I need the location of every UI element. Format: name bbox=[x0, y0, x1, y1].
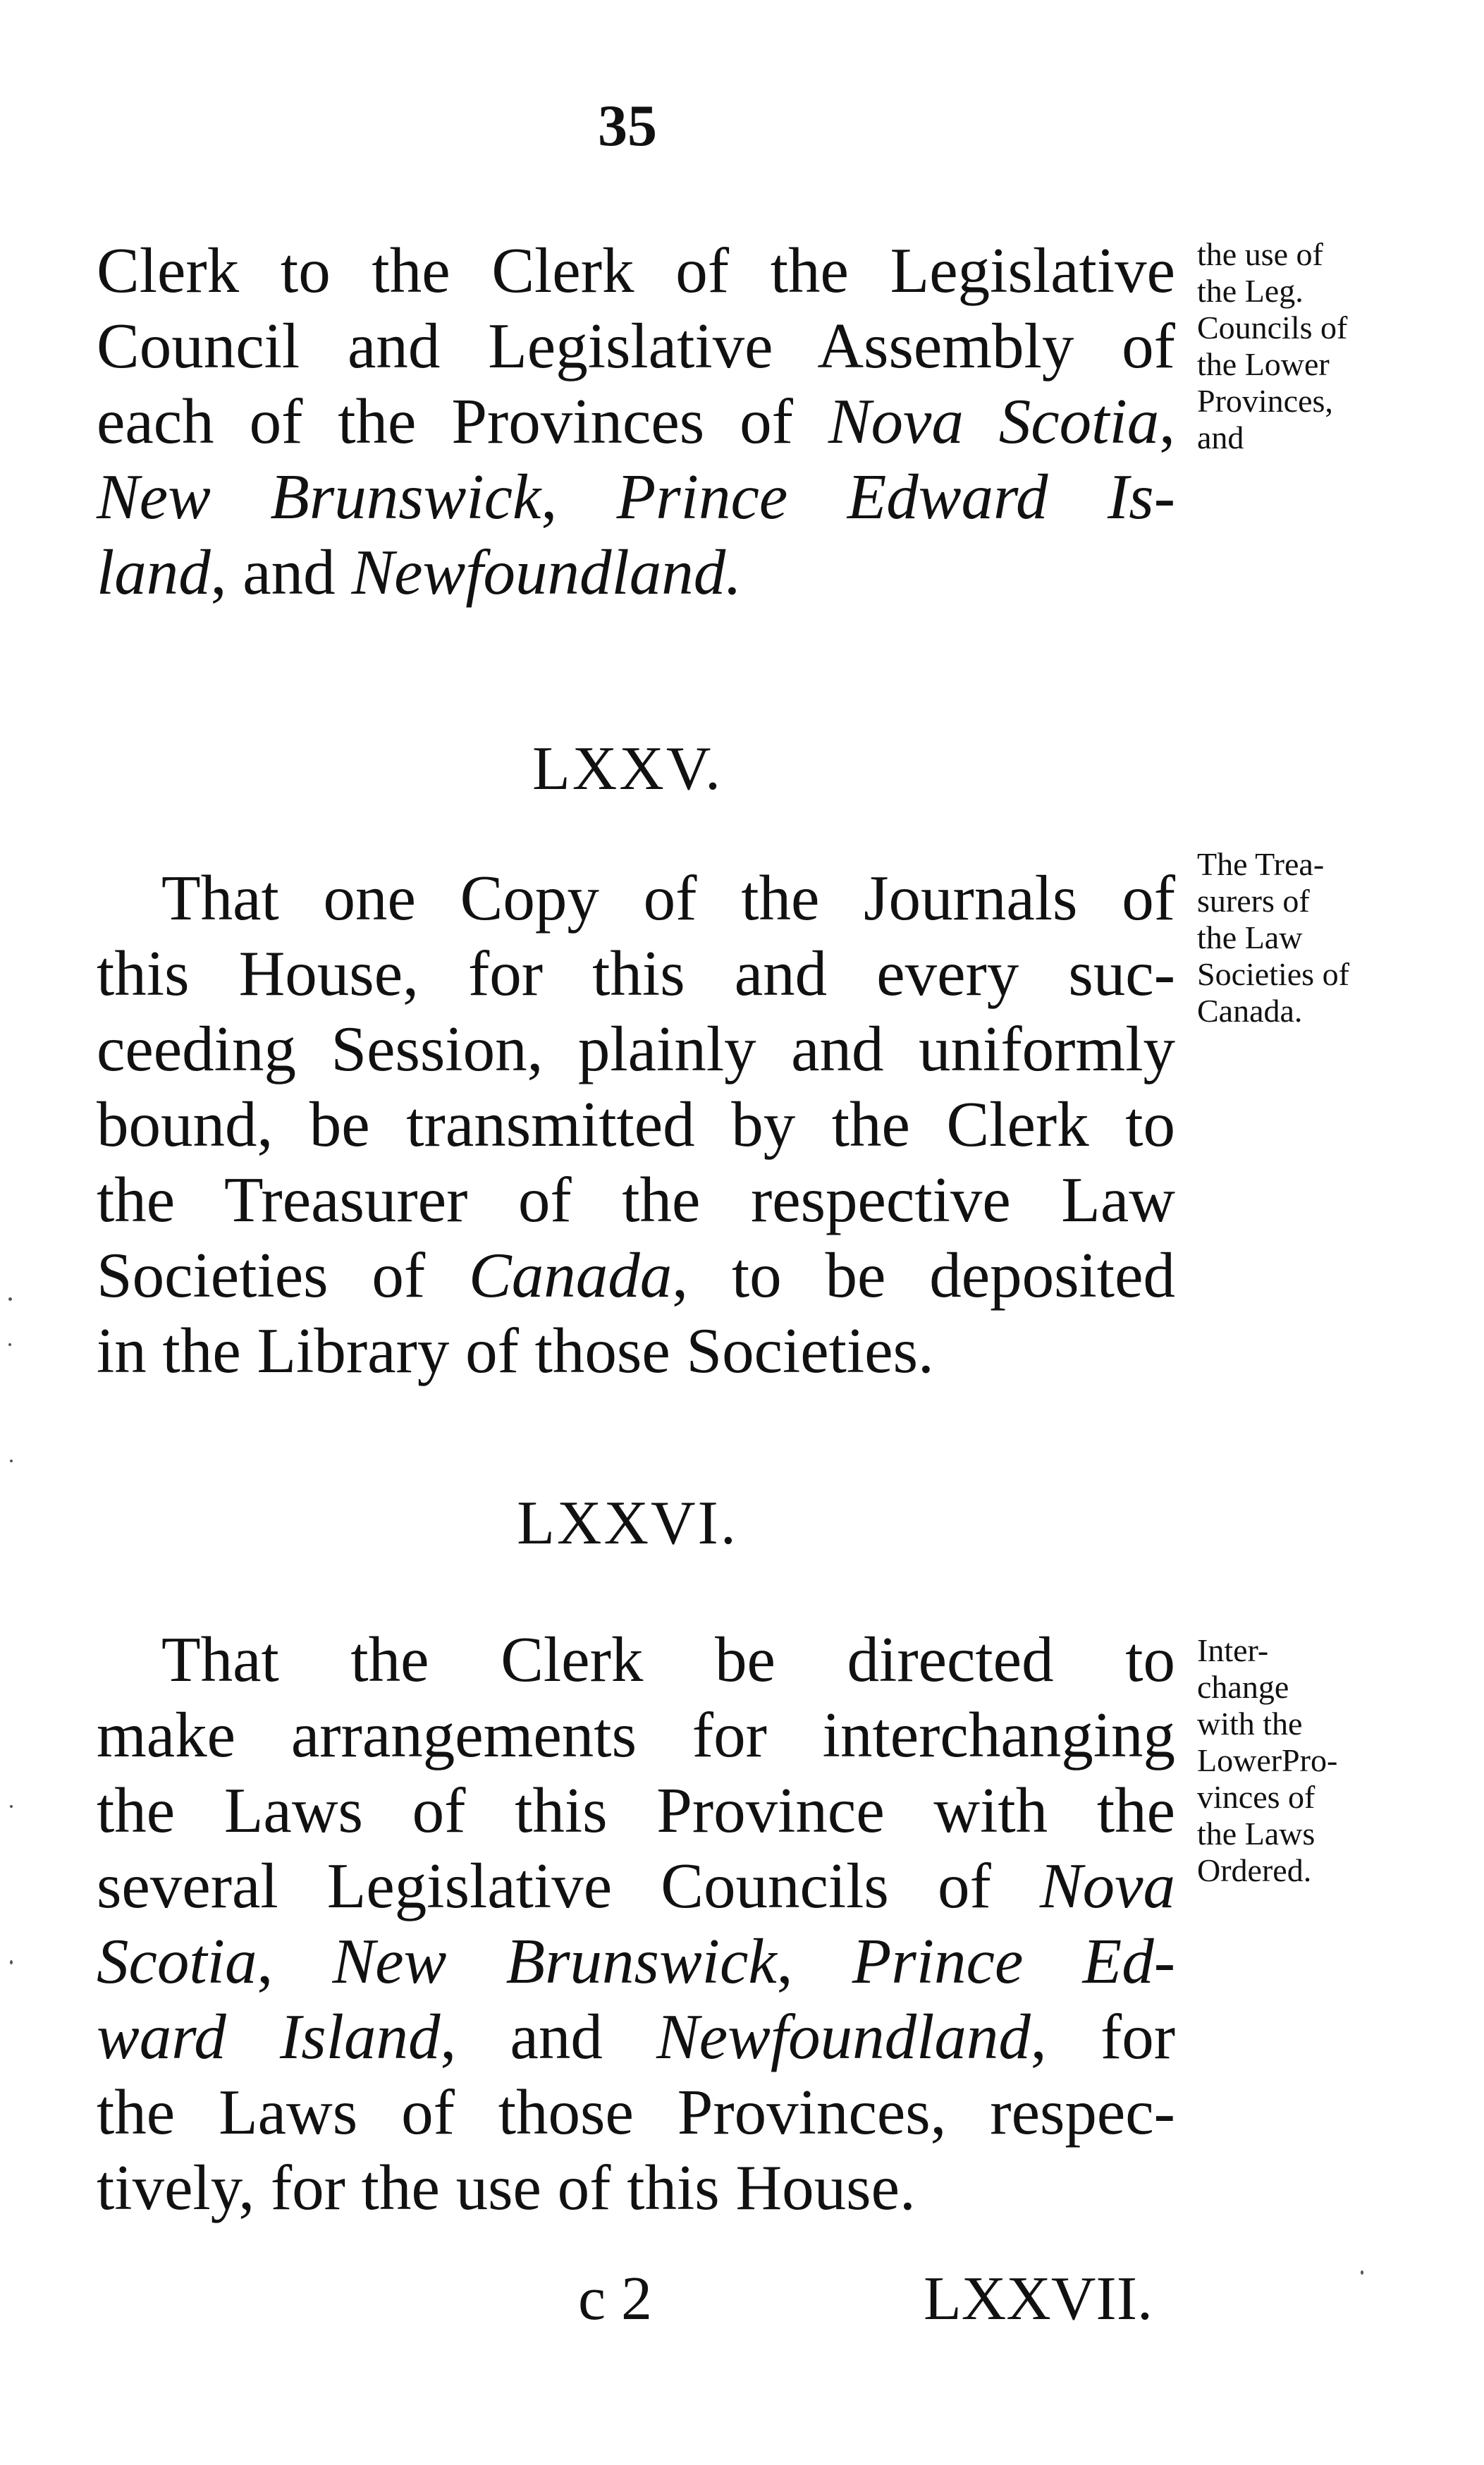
text-line bbox=[97, 1697, 1175, 1773]
signature-mark: c 2 bbox=[578, 2265, 653, 2333]
margin-note-line: Societies of bbox=[1197, 956, 1349, 992]
margin-note-line: the Law bbox=[1197, 919, 1303, 955]
text-run: the Treasurer of the respective Law bbox=[97, 1164, 1175, 1235]
text-run: the Laws of those Provinces, respec- bbox=[97, 2076, 1175, 2148]
text-line bbox=[97, 860, 1175, 936]
margin-note-lxxv bbox=[1197, 846, 1479, 1029]
italic-text: Newfoundland. bbox=[351, 537, 742, 608]
text-line bbox=[97, 1237, 1175, 1313]
margin-note-line: the Laws bbox=[1197, 1816, 1316, 1852]
text-line bbox=[97, 1087, 1175, 1162]
text-run: tively, for the use of this House. bbox=[97, 2152, 916, 2223]
margin-note-line: the use of bbox=[1197, 236, 1323, 272]
text-line bbox=[97, 2150, 1175, 2225]
text-line bbox=[97, 1999, 1175, 2074]
margin-note-line: Ordered. bbox=[1197, 1852, 1312, 1888]
text-line bbox=[97, 384, 1175, 459]
margin-note-line: the Leg. bbox=[1197, 273, 1304, 309]
text-run: , bbox=[776, 1926, 852, 1997]
italic-text: land bbox=[97, 537, 211, 608]
text-line bbox=[97, 233, 1175, 308]
text-line bbox=[97, 534, 1175, 610]
paper-speck bbox=[8, 1297, 12, 1301]
text-run: Clerk to the Clerk of the Legislative bbox=[97, 235, 1175, 306]
text-run: in the Library of those Societies. bbox=[97, 1315, 934, 1386]
italic-text: New Brunswick bbox=[97, 461, 541, 532]
text-line bbox=[97, 1923, 1175, 1999]
text-run: That the Clerk be directed to bbox=[161, 1624, 1175, 1695]
text-run: Council and Legislative Assembly of bbox=[97, 310, 1175, 381]
text-line bbox=[97, 459, 1175, 534]
italic-text: Nova Scotia bbox=[828, 386, 1160, 457]
text-line bbox=[97, 936, 1175, 1011]
margin-note-line: Canada. bbox=[1197, 993, 1303, 1029]
italic-text: Prince Ed- bbox=[852, 1926, 1175, 1997]
text-run: , to be deposited bbox=[672, 1240, 1175, 1311]
margin-note-line: Provinces, bbox=[1197, 383, 1333, 419]
italic-text: Prince Edward Is- bbox=[616, 461, 1175, 532]
text-run: , for bbox=[1030, 2001, 1176, 2072]
margin-note-line: LowerPro- bbox=[1197, 1742, 1338, 1778]
margin-note-continuation bbox=[1197, 236, 1479, 456]
page-number: 35 bbox=[598, 93, 657, 159]
margin-note-line: Councils of bbox=[1197, 310, 1348, 345]
section-heading-lxxvi: LXXVI. bbox=[517, 1489, 738, 1558]
margin-note-line: surers of bbox=[1197, 883, 1310, 919]
text-run: make arrangements for interchanging bbox=[97, 1699, 1175, 1770]
italic-text: Newfoundland bbox=[656, 2001, 1031, 2072]
margin-note-line: the Lower bbox=[1197, 346, 1330, 382]
italic-text: ward Island bbox=[97, 2001, 441, 2072]
italic-text: New Brunswick bbox=[332, 1926, 777, 1997]
margin-note-line: The Trea- bbox=[1197, 846, 1325, 882]
margin-note-line: vinces of bbox=[1197, 1779, 1316, 1815]
section-heading-lxxv: LXXV. bbox=[532, 735, 723, 803]
paper-speck bbox=[10, 1960, 13, 1964]
text-run: , bbox=[257, 1926, 333, 1997]
paper-speck bbox=[1361, 2270, 1363, 2275]
text-line bbox=[97, 1622, 1175, 1697]
text-line bbox=[97, 1313, 1175, 1388]
text-run: , bbox=[1159, 386, 1175, 457]
text-line bbox=[97, 1162, 1175, 1237]
text-run: , and bbox=[210, 537, 352, 608]
margin-note-line: and bbox=[1197, 420, 1244, 455]
text-run: the Laws of this Province with the bbox=[97, 1775, 1175, 1846]
text-line bbox=[97, 2074, 1175, 2150]
text-line bbox=[97, 308, 1175, 384]
text-run: , and bbox=[440, 2001, 657, 2072]
paper-speck bbox=[10, 1805, 13, 1808]
text-line bbox=[97, 1011, 1175, 1087]
text-run: Societies of bbox=[97, 1240, 470, 1311]
text-run: ceeding Session, plainly and uniformly bbox=[97, 1013, 1175, 1084]
text-line bbox=[97, 1848, 1175, 1923]
text-line bbox=[97, 1773, 1175, 1848]
italic-text: Canada bbox=[469, 1240, 673, 1311]
text-run: That one Copy of the Journals of bbox=[161, 862, 1175, 934]
paragraph-lxxv bbox=[97, 860, 1175, 1388]
text-run: bound, be transmitted by the Clerk to bbox=[97, 1089, 1175, 1160]
margin-note-line: Inter- bbox=[1197, 1632, 1269, 1668]
margin-note-lxxvi bbox=[1197, 1632, 1479, 1889]
margin-note-line: change bbox=[1197, 1669, 1289, 1705]
paper-speck bbox=[8, 1343, 11, 1346]
paragraph-continuation bbox=[97, 233, 1175, 610]
text-run: several Legislative Councils of bbox=[97, 1850, 1040, 1921]
margin-note-line: with the bbox=[1197, 1706, 1303, 1742]
text-run: each of the Provinces of bbox=[97, 386, 828, 457]
paper-speck bbox=[10, 1460, 13, 1462]
italic-text: Scotia bbox=[97, 1926, 257, 1997]
text-run: this House, for this and every suc- bbox=[97, 938, 1175, 1009]
text-run: , bbox=[541, 461, 617, 532]
catchword: LXXVII. bbox=[924, 2265, 1153, 2333]
paragraph-lxxvi bbox=[97, 1622, 1175, 2225]
italic-text: Nova bbox=[1039, 1850, 1175, 1921]
